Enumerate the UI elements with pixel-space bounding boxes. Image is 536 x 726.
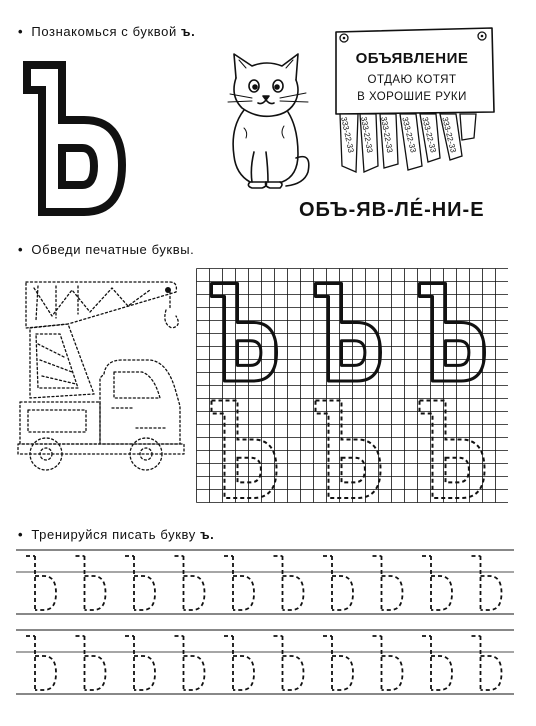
dashed-practice-letter xyxy=(76,636,106,690)
dashed-letter-inner xyxy=(238,458,261,483)
instruction-glyph: ъ. xyxy=(200,527,215,542)
bullet-icon: • xyxy=(18,242,24,257)
dashed-practice-letter xyxy=(26,636,56,690)
notice-title: ОБЪЯВЛЕНИЕ xyxy=(355,50,469,67)
dashed-practice-letter xyxy=(175,636,205,690)
dashed-practice-letter xyxy=(422,636,452,690)
notice-tab-phone: 333-22-33 xyxy=(339,116,356,154)
dashed-practice-letter xyxy=(26,556,56,610)
dashed-practice-letter xyxy=(422,556,452,610)
dashed-practice-letter xyxy=(274,556,304,610)
grid-lines xyxy=(197,269,509,503)
dashed-practice-letter xyxy=(373,556,403,610)
notice-tab-phone: 333-22-33 xyxy=(400,116,418,154)
dashed-practice-letter xyxy=(224,556,254,610)
instruction-text: Познакомься с буквой xyxy=(31,24,177,39)
dashed-practice-letter xyxy=(125,556,155,610)
big-letter-hard-sign-icon xyxy=(22,60,132,220)
dashed-practice-letter xyxy=(224,636,254,690)
instruction-practice xyxy=(18,527,214,542)
dashed-practice-letter xyxy=(323,636,353,690)
instruction-glyph: ъ. xyxy=(181,24,196,39)
dashed-practice-letter xyxy=(175,556,205,610)
writing-practice-lines xyxy=(0,545,536,715)
dashed-practice-letter xyxy=(472,556,502,610)
solid-letter-inner xyxy=(342,341,365,366)
instruction-text: Обведи печатные буквы. xyxy=(31,242,195,257)
notice-tab-phone: 333-22-33 xyxy=(359,116,375,154)
tracing-grid xyxy=(196,268,508,504)
bullet-icon: • xyxy=(18,24,24,39)
instruction-meet-letter xyxy=(18,24,195,39)
syllable-word: ОБЪ-ЯВ-ЛЕ́-НИ-Е xyxy=(299,199,485,221)
dashed-practice-letter xyxy=(274,636,304,690)
dashed-letter-inner xyxy=(342,458,365,483)
notice-line-1: ОТДАЮ КОТЯТ xyxy=(367,74,457,86)
dashed-letter-inner xyxy=(446,458,469,483)
solid-letter-inner xyxy=(446,341,469,366)
crane-truck-dotted-icon xyxy=(16,268,188,474)
dashed-practice-letter xyxy=(125,636,155,690)
dashed-practice-letter xyxy=(373,636,403,690)
instruction-text: Тренируйся писать букву xyxy=(31,527,196,542)
instruction-trace xyxy=(18,242,194,257)
dashed-practice-letter xyxy=(323,556,353,610)
notice-tab-phone: 333-22-33 xyxy=(440,116,458,154)
notice-tab-phone: 333-22-33 xyxy=(420,116,438,154)
kitten-illustration-icon xyxy=(222,48,314,190)
dashed-practice-letter xyxy=(76,556,106,610)
notice-tab-phone: 333-22-33 xyxy=(379,116,395,154)
bullet-icon: • xyxy=(18,527,24,542)
notice-line-2: В ХОРОШИЕ РУКИ xyxy=(357,91,467,103)
solid-letter-inner xyxy=(238,341,261,366)
dashed-practice-letter xyxy=(472,636,502,690)
